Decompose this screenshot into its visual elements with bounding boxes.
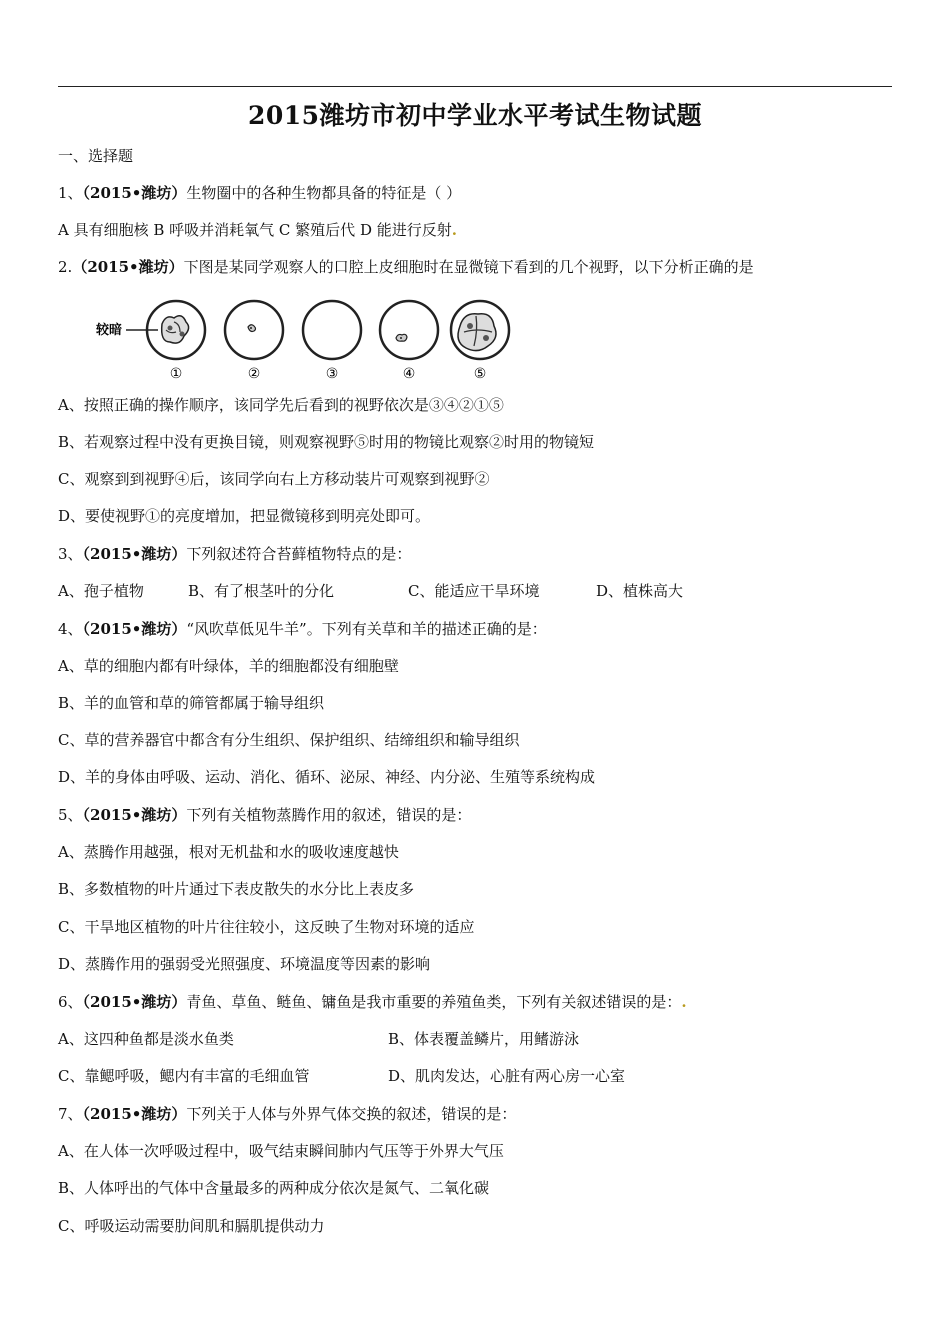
field-5 — [451, 301, 509, 359]
question-source: （2015•潍坊） — [82, 993, 187, 1011]
question-5: 5、（2015•潍坊）下列有关植物蒸腾作用的叙述，错误的是： — [58, 806, 472, 824]
question-2-option-a: A、按照正确的操作顺序，该同学先后看到的视野依次是③④②①⑤ — [58, 396, 504, 414]
question-7-option-c: C、呼吸运动需要肋间肌和膈肌提供动力 — [58, 1217, 325, 1235]
question-4-option-d: D、羊的身体由呼吸、运动、消化、循环、泌尿、神经、内分泌、生殖等系统构成 — [58, 768, 596, 786]
question-5-option-a: A、蒸腾作用越强，根对无机盐和水的吸收速度越快 — [58, 843, 399, 861]
question-4-option-c: C、草的营养器官中都含有分生组织、保护组织、结缔组织和输导组织 — [58, 731, 520, 749]
question-7-option-a: A、在人体一次呼吸过程中，吸气结束瞬间肺内气压等于外界大气压 — [58, 1142, 504, 1160]
option-b: B、有了根茎叶的分化 — [188, 582, 335, 600]
question-source: （2015•潍坊） — [82, 806, 187, 824]
question-1-options: A 具有细胞核 B 呼吸并消耗氧气 C 繁殖后代 D 能进行反射. — [58, 221, 457, 239]
question-2-option-d: D、要使视野①的亮度增加，把显微镜移到明亮处即可。 — [58, 507, 431, 525]
field-label: ① — [169, 366, 183, 380]
option-c: C、能适应干旱环境 — [408, 582, 540, 600]
field-label: ④ — [402, 366, 416, 380]
question-7-option-b: B、人体呼出的气体中含量最多的两种成分依次是氮气、二氧化碳 — [58, 1179, 490, 1197]
field-2 — [225, 301, 283, 359]
option-d: D、植株高大 — [596, 582, 684, 600]
question-5-option-c: C、干旱地区植物的叶片往往较小，这反映了生物对环境的适应 — [58, 918, 475, 936]
stray-mark: . — [681, 993, 687, 1011]
question-3-options — [58, 581, 683, 601]
question-2-option-c: C、观察到到视野④后，该同学向右上方移动装片可观察到视野② — [58, 470, 490, 488]
option-c: C、靠鳃呼吸，鳃内有丰富的毛细血管 — [58, 1067, 310, 1085]
field-4 — [380, 301, 438, 359]
pointer-label: 较暗 — [96, 323, 123, 338]
option-a: A、这四种鱼都是淡水鱼类 — [58, 1030, 234, 1048]
question-6: 6、（2015•潍坊）青鱼、草鱼、鲢鱼、镛鱼是我市重要的养殖鱼类，下列有关叙述错误的是：. — [58, 993, 687, 1011]
question-5-option-d: D、蒸腾作用的强弱受光照强度、环境温度等因素的影响 — [58, 955, 431, 973]
field-label: ③ — [325, 366, 339, 380]
question-source: （2015•潍坊） — [82, 620, 187, 638]
section-heading: 一、选择题 — [58, 147, 134, 165]
question-source: （2015•潍坊） — [82, 545, 187, 563]
stray-mark: . — [451, 221, 457, 239]
question-4-option-a: A、草的细胞内都有叶绿体，羊的细胞都没有细胞壁 — [58, 657, 399, 675]
question-4: 4、（2015•潍坊）“风吹草低见牛羊”。下列有关草和羊的描述正确的是： — [58, 620, 547, 638]
microscope-fields-figure — [96, 298, 526, 380]
option-d: D、肌肉发达，心脏有两心房一心室 — [388, 1067, 626, 1085]
header-rule — [58, 86, 892, 87]
question-7: 7、（2015•潍坊）下列关于人体与外界气体交换的叙述，错误的是： — [58, 1105, 517, 1123]
question-6-options-row-2 — [58, 1066, 625, 1086]
option-b: B、体表覆盖鳞片，用鳍游泳 — [388, 1030, 580, 1048]
option-a: A、孢子植物 — [58, 582, 144, 600]
question-3: 3、（2015•潍坊）下列叙述符合苔藓植物特点的是： — [58, 545, 412, 563]
question-2-option-b: B、若观察过程中没有更换目镜，则观察视野⑤时用的物镜比观察②时用的物镜短 — [58, 433, 595, 451]
field-label: ② — [247, 366, 261, 380]
field-label: ⑤ — [473, 366, 487, 380]
page-title: 2015潍坊市初中学业水平考试生物试题 — [247, 101, 703, 130]
question-2: 2.（2015•潍坊）下图是某同学观察人的口腔上皮细胞时在显微镜下看到的几个视野，以下分析正确的是 — [58, 258, 754, 276]
question-source: （2015•潍坊） — [82, 184, 187, 202]
question-5-option-b: B、多数植物的叶片通过下表皮散失的水分比上表皮多 — [58, 880, 415, 898]
field-3 — [303, 301, 361, 359]
question-1: 1、（2015•潍坊）生物圈中的各种生物都具备的特征是（ ） — [58, 184, 462, 202]
question-source: （2015•潍坊） — [72, 258, 184, 276]
question-4-option-b: B、羊的血管和草的筛管都属于输导组织 — [58, 694, 325, 712]
question-6-options-row-1 — [58, 1029, 579, 1049]
question-source: （2015•潍坊） — [82, 1105, 187, 1123]
